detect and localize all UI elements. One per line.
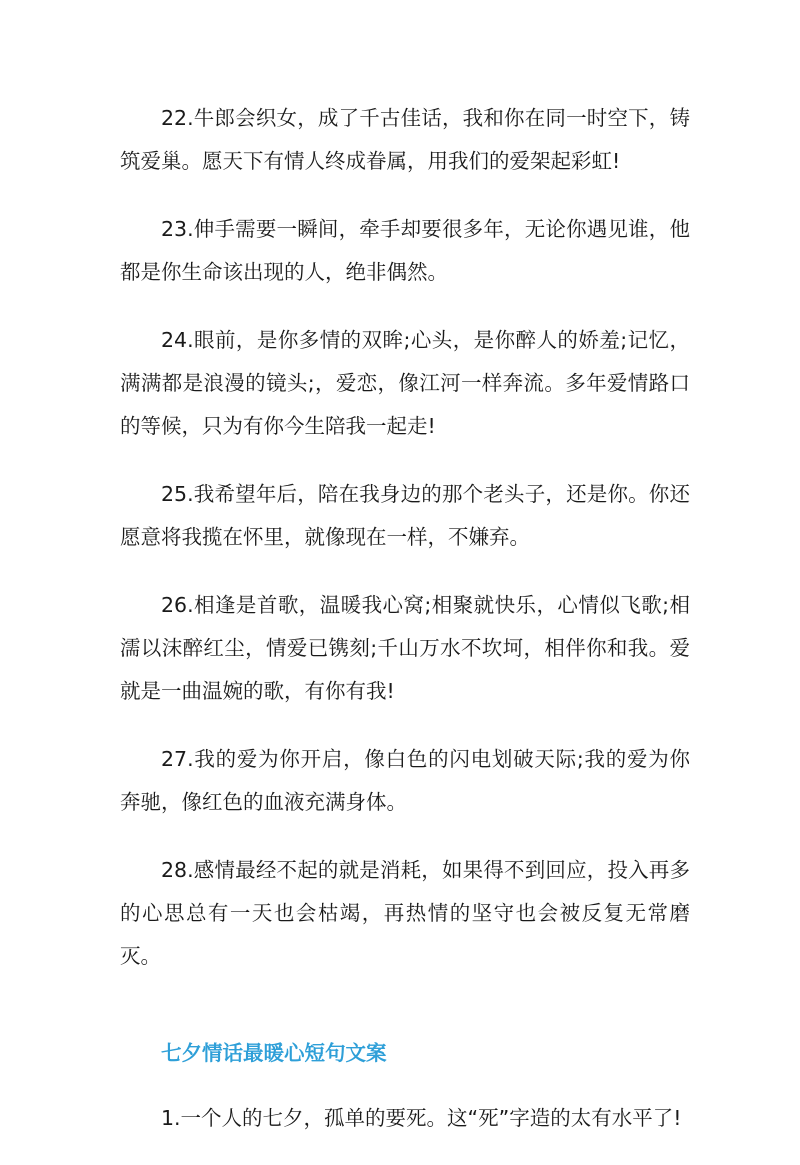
- document-body: [120, 97, 690, 1165]
- paragraph-24: 24.眼前，是你多情的双眸;心头，是你醉人的娇羞;记忆，满满都是浪漫的镜头;，爱恋，像江河一样奔流。多年爱情路口的等候，只为有你今生陪我一起走!: [120, 328, 690, 438]
- section-heading: 七夕情话最暖心短句文案: [161, 1041, 387, 1065]
- paragraph-23: 23.伸手需要一瞬间，牵手却要很多年，无论你遇见谁，他都是你生命该出现的人，绝非偶然。: [120, 217, 690, 284]
- paragraph-26: 26.相逢是首歌，温暖我心窝;相聚就快乐，心情似飞歌;相濡以沫醉红尘，情爱已镌刻;千山万水不坎坷，相伴你和我。爱就是一曲温婉的歌，有你有我!: [120, 593, 690, 703]
- paragraph-25: 25.我希望年后，陪在我身边的那个老头子，还是你。你还愿意将我揽在怀里，就像现在一样，不嫌弃。: [120, 482, 690, 549]
- paragraph-28: 28.感情最经不起的就是消耗，如果得不到回应，投入再多的心思总有一天也会枯竭，再热情的坚守也会被反复无常磨灭。: [120, 858, 690, 968]
- paragraph-22: 22.牛郎会织女，成了千古佳话，我和你在同一时空下，铸筑爱巢。愿天下有情人终成眷属，用我们的爱架起彩虹!: [120, 106, 690, 173]
- section-item-1: 1.一个人的七夕，孤单的要死。这“死”字造的太有水平了!: [161, 1106, 682, 1130]
- paragraph-27: 27.我的爱为你开启，像白色的闪电划破天际;我的爱为你奔驰，像红色的血液充满身体。: [120, 747, 690, 814]
